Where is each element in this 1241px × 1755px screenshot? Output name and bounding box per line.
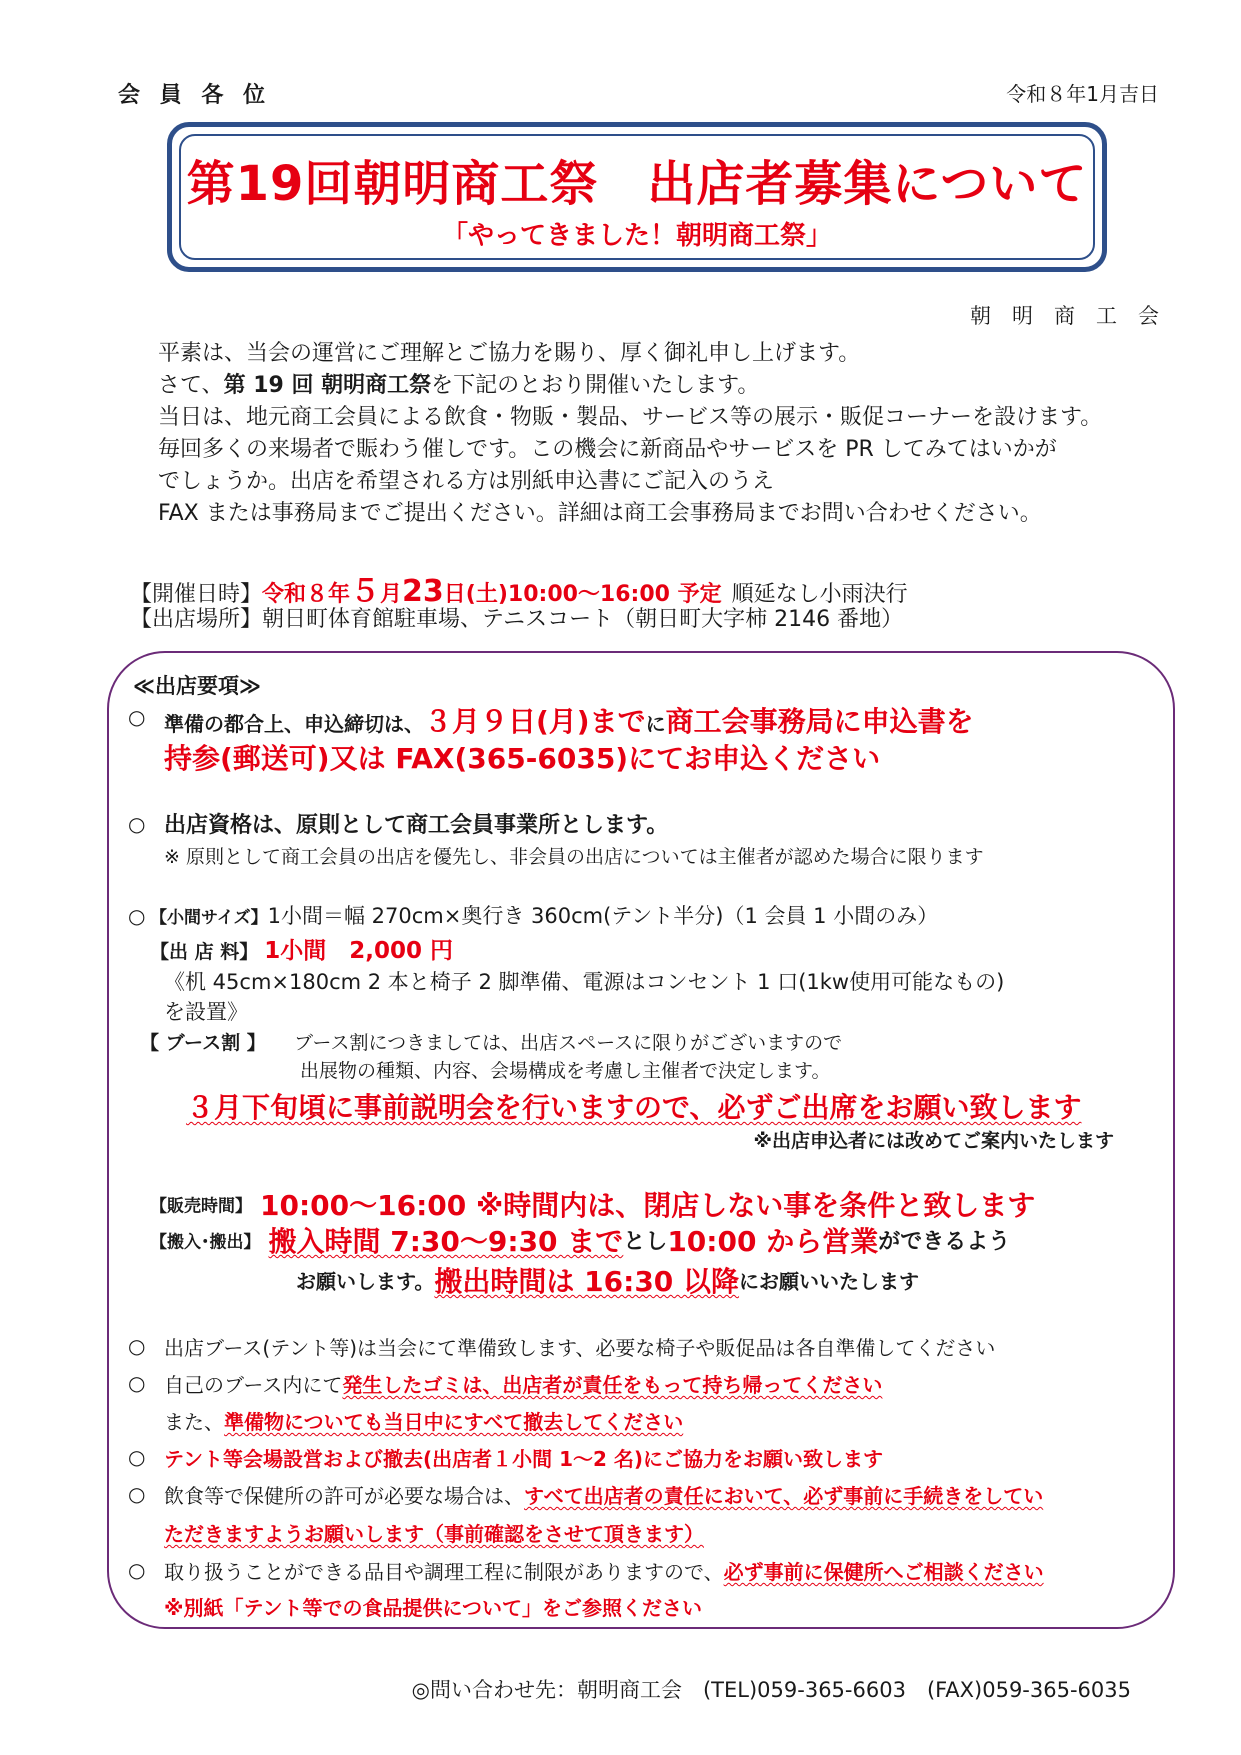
move-row-2 — [296, 1260, 919, 1300]
fee-label: 【出 店 料】 — [150, 941, 259, 963]
equipment-line2: を設置》 — [164, 1000, 248, 1024]
item-eligibility: 出店資格は、原則として商工会員事業所とします。 — [164, 813, 669, 838]
note-cleanup-prefix: また、 — [164, 1410, 224, 1434]
move-line2-prefix: お願いします。 — [296, 1269, 435, 1294]
move-rest: ができるよう — [878, 1229, 1011, 1255]
item-deadline-line2: 持参(郵送可)又は FAX(365-6035)にてお申込ください — [164, 742, 881, 775]
note-health-red: すべて出店者の責任において、必ず事前に手続きをしてい — [524, 1484, 1044, 1508]
intro-line-2-prefix: さて、 — [158, 373, 224, 398]
intro-line-2 — [158, 368, 759, 399]
sales-row — [150, 1184, 1035, 1224]
sales-value: 10:00～16:00 ※時間内は、閉店しない事を条件と致します — [260, 1189, 1036, 1222]
bullet-icon: ○ — [128, 1371, 146, 1395]
intro-event-name: 第 19 回 朝明商工祭 — [223, 373, 432, 398]
addressee: 会 員 各 位 — [118, 83, 271, 108]
size-label: 【小間サイズ】 — [150, 908, 268, 928]
item-deadline-line1 — [164, 700, 974, 740]
move-row — [150, 1220, 1010, 1260]
intro-line-1: 平素は、当会の運営にご理解とご協力を賜り、厚く御礼申し上げます。 — [158, 341, 861, 366]
bullet-icon: ○ — [128, 1558, 146, 1582]
event-date-month: ５ — [350, 574, 381, 609]
contact-info: ◎問い合わせ先：朝明商工会 (TEL)059-365-6603 (FAX)059-365-6035 — [411, 1678, 1131, 1702]
bullet-icon: ○ — [128, 812, 146, 836]
note-health-line2: ただきますようお願いします（事前確認をさせて頂きます） — [164, 1522, 704, 1546]
note-garbage-red: 発生したゴミは、出店者が責任をもって持ち帰ってください — [342, 1373, 883, 1397]
move-in-time: 搬入時間 7:30～9:30 まで — [268, 1225, 624, 1258]
event-place-row — [130, 602, 903, 633]
move-out-time: 搬出時間は 16:30 以降 — [434, 1265, 740, 1298]
size-row — [150, 900, 938, 930]
bullet-icon: ○ — [128, 1482, 146, 1506]
note-restrictions-red: 必ず事前に保健所へご相談ください — [723, 1560, 1044, 1584]
title-subtitle: ｢やってきました！朝明商工祭｣ — [454, 221, 819, 251]
intro-line-4: 毎回多くの来場者で賑わう催しです。この機会に新商品やサービスを PR してみてはいかが — [158, 437, 1057, 462]
move-toshi: とし — [623, 1229, 668, 1255]
intro-line-3: 当日は、地元商工会員による飲食・物販・製品、サービス等の展示・販促コーナーを設けます。 — [158, 405, 1103, 430]
fee-row — [150, 932, 453, 965]
equipment-line1: 《机 45cm×180cm 2 本と椅子 2 脚準備、電源はコンセント 1 口(1kw使用可能なもの) — [164, 970, 1005, 994]
event-date-time: 日(土)10:00～16:00 予定 — [443, 582, 722, 607]
note-cleanup-red: 準備物についても当日中にすべて撤去してください — [224, 1410, 684, 1434]
move-line2-suffix: にお願いいたします — [739, 1269, 920, 1294]
item-eligibility-note: ※ 原則として商工会員の出店を優先し、非会員の出店については主催者が認めた場合に限ります — [164, 846, 984, 868]
note-garbage — [164, 1369, 882, 1398]
requirements-heading: ≪出店要項≫ — [133, 674, 261, 698]
bullet-icon: ○ — [128, 1334, 146, 1358]
note-reference: ※別紙「テント等での食品提供について」をご参照ください — [164, 1596, 703, 1620]
booth-line1: ブース割につきましては、出店スペースに限りがございますので — [294, 1032, 843, 1054]
date: 令和８年1月吉日 — [1006, 82, 1159, 106]
event-date-day: 23 — [402, 574, 444, 609]
note-booth-prep: 出店ブース(テント等)は当会にて準備致します、必要な椅子や販促品は各自準備してください — [164, 1336, 996, 1360]
booth-line2: 出展物の種類、内容、会場構成を考慮し主催者で決定します。 — [300, 1060, 831, 1082]
event-date-note: 順延なし小雨決行 — [731, 582, 908, 607]
booth-label: 【 ブース割 】 — [140, 1032, 266, 1054]
note-setup: テント等会場設営および撤去(出店者１小間 1～2 名)にご協力をお願い致します — [164, 1447, 884, 1471]
title-main: 第19回朝明商工祭 出店者募集について — [186, 156, 1088, 212]
intro-line-2-suffix: を下記のとおり開催いたします。 — [431, 373, 760, 398]
sales-label: 【販売時間】 — [150, 1196, 252, 1217]
move-open-time: 10:00 から営業 — [667, 1225, 879, 1258]
note-garbage-prefix: 自己のブース内にて — [164, 1373, 343, 1397]
bullet-icon: ○ — [128, 705, 146, 729]
event-place-label: 【出店場所】 — [130, 607, 263, 632]
bullet-icon: ○ — [128, 1445, 146, 1469]
fee-value: 1小間 2,000 円 — [264, 938, 453, 964]
intro-line-6: FAX または事務局までご提出ください。詳細は商工会事務局までお問い合わせください。 — [158, 501, 1042, 526]
event-date-label: 【開催日時】 — [130, 582, 263, 607]
intro-line-5: でしょうか。出店を希望される方は別紙申込書にご記入のうえ — [158, 469, 775, 494]
bullet-icon: ○ — [128, 904, 146, 928]
note-health-prefix: 飲食等で保健所の許可が必要な場合は、 — [164, 1484, 524, 1508]
briefing-notice: ３月下旬頃に事前説明会を行いますので、必ずご出席をお願い致します — [186, 1091, 1082, 1124]
move-label: 【搬入･搬出】 — [150, 1232, 261, 1253]
organizer: 朝 明 商 工 会 — [970, 304, 1159, 328]
deadline-date: ３月９日(月)まで — [424, 705, 646, 738]
event-date-prefix: 令和８年 — [262, 582, 351, 607]
title-box — [167, 122, 1107, 272]
deadline-ni: に — [645, 712, 666, 736]
note-cleanup — [164, 1406, 683, 1435]
event-date-month-unit: 月 — [380, 582, 403, 607]
deadline-office: 商工会事務局に申込書を — [665, 705, 974, 738]
note-restrictions — [164, 1556, 1044, 1585]
size-value: 1小間＝幅 270cm×奥行き 360cm(テント半分)（1 会員 1 小間のみ） — [267, 904, 939, 928]
event-place-value: 朝日町体育館駐車場、テニスコート（朝日町大字柿 2146 番地） — [262, 607, 904, 632]
note-health-permit — [164, 1480, 1043, 1509]
note-restrictions-prefix: 取り扱うことができる品目や調理工程に制限がありますので、 — [164, 1560, 724, 1584]
briefing-note: ※出店申込者には改めてご案内いたします — [753, 1130, 1114, 1152]
deadline-prefix: 準備の都合上、申込締切は、 — [164, 712, 424, 736]
